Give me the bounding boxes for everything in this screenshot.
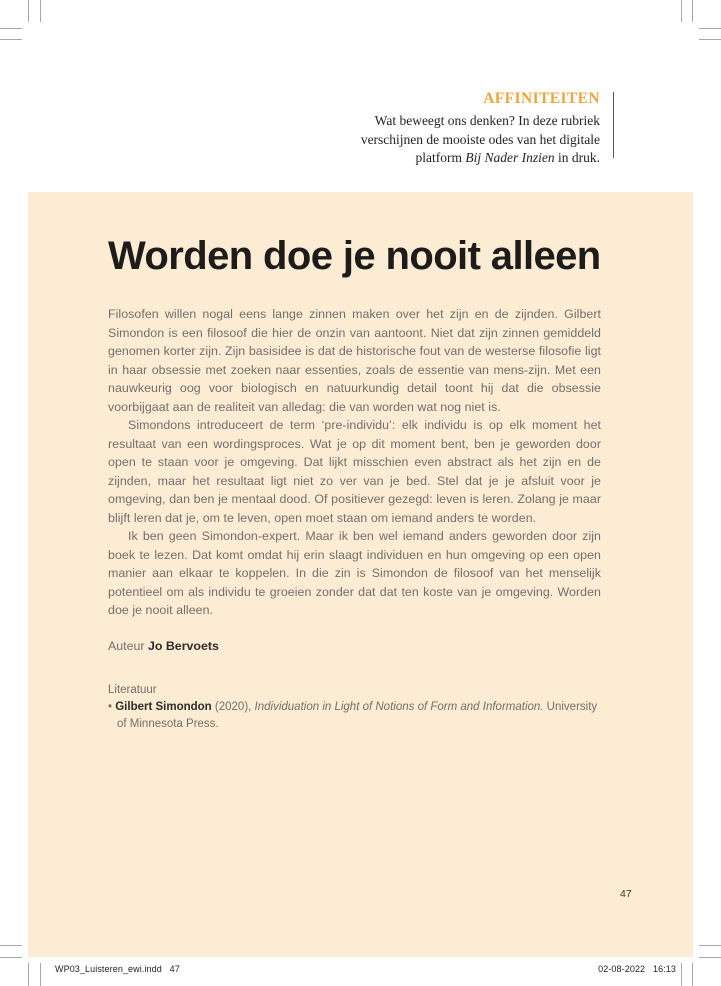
paragraph: Simondons introduceert de term ‘pre-individu’: elk individu is op elk moment het resultaat van een wordingsproces. Wat je op dit moment bent, ben je geworden door open te staan voor je omgeving. Dat lijkt misschien even abstract als het zijn en de zijnden, maar het resultaat ligt niet zo ver van je bed. Stel dat je je afsluit voor je omgeving, dan ben je mentaal dood. Of positiever gezegd: leven is leren. Zolang je maar blijft leren dat je, om te leven, open moet staan om iemand anders te worden. bbox=[108, 418, 601, 525]
crop-mark bbox=[699, 28, 721, 29]
rubric-intro-text: Wat beweegt ons denken? In deze rubriek verschijnen de mooiste odes van het digitale platform bbox=[360, 113, 600, 165]
crop-mark bbox=[40, 0, 41, 22]
crop-mark bbox=[0, 957, 22, 958]
crop-mark bbox=[28, 0, 29, 22]
rubric-divider-rule bbox=[613, 92, 614, 158]
slug-datetime: 02-08-2022 16:13 bbox=[598, 964, 676, 974]
author-label: Auteur bbox=[108, 638, 148, 653]
author-name: Jo Bervoets bbox=[147, 638, 219, 653]
rubric-title: AFFINITEITEN bbox=[483, 90, 600, 107]
literature-heading: Literatuur bbox=[108, 683, 157, 696]
crop-mark bbox=[699, 39, 721, 40]
crop-mark bbox=[28, 963, 29, 986]
article-title: Worden doe je nooit alleen bbox=[108, 234, 601, 278]
paragraph: Ik ben geen Simondon-expert. Maar ik ben wel iemand anders geworden door zijn boek te lezen. Dat komt omdat hij erin slaagt individuen en hun omgeving op een open manier aan elkaar te koppelen. In die zin is Simondon de filosoof van het menselijk potentieel om als individu te groeien zonder dat dat ten koste van je omgeving. Worden doe je nooit alleen. bbox=[108, 529, 601, 617]
crop-mark bbox=[699, 945, 721, 946]
literature-reference bbox=[108, 699, 601, 732]
crop-mark bbox=[692, 963, 693, 986]
rubric-intro bbox=[338, 112, 600, 168]
crop-mark bbox=[0, 39, 22, 40]
reference-year: (2020), bbox=[211, 701, 255, 713]
reference-publisher: University of Minnesota Press. bbox=[117, 701, 598, 730]
article-body bbox=[108, 305, 601, 620]
bullet: • bbox=[108, 701, 116, 713]
reference-author: Gilbert Simondon bbox=[115, 701, 212, 713]
rubric-intro-platform-name: Bij Nader Inzien bbox=[465, 150, 555, 165]
paragraph: Filosofen willen nogal eens lange zinnen maken over het zijn en de zijnden. Gilbert Simondon is een filosoof die hier de onzin van aantoont. Niet dat zijn zinnen gemiddeld genomen korter zijn. Zijn basisidee is dat de historische fout van de westerse filosofie ligt in haar obsessie met zoeken naar essenties, zoals de essentie van mens-zijn. Met een nauwkeurig oog voor biologisch en natuurkundig detail toont hij dat die obsessie voorbijgaat aan de realiteit van alledag: die van worden wat nog niet is. bbox=[108, 307, 601, 414]
crop-mark bbox=[681, 963, 682, 986]
crop-mark bbox=[40, 963, 41, 986]
crop-mark bbox=[692, 0, 693, 22]
crop-mark bbox=[681, 0, 682, 22]
literature-section bbox=[108, 682, 601, 733]
slug-filename: WP03_Luisteren_ewi.indd 47 bbox=[55, 964, 180, 974]
page-number: 47 bbox=[620, 888, 632, 900]
crop-mark bbox=[0, 945, 22, 946]
crop-mark bbox=[0, 28, 22, 29]
rubric-intro-text-end: in druk. bbox=[554, 150, 600, 165]
article-panel bbox=[28, 192, 693, 957]
reference-title: Individuation in Light of Notions of Form and Information. bbox=[254, 701, 544, 713]
rubric-header bbox=[338, 90, 600, 168]
author-line bbox=[108, 639, 601, 653]
crop-mark bbox=[699, 957, 721, 958]
